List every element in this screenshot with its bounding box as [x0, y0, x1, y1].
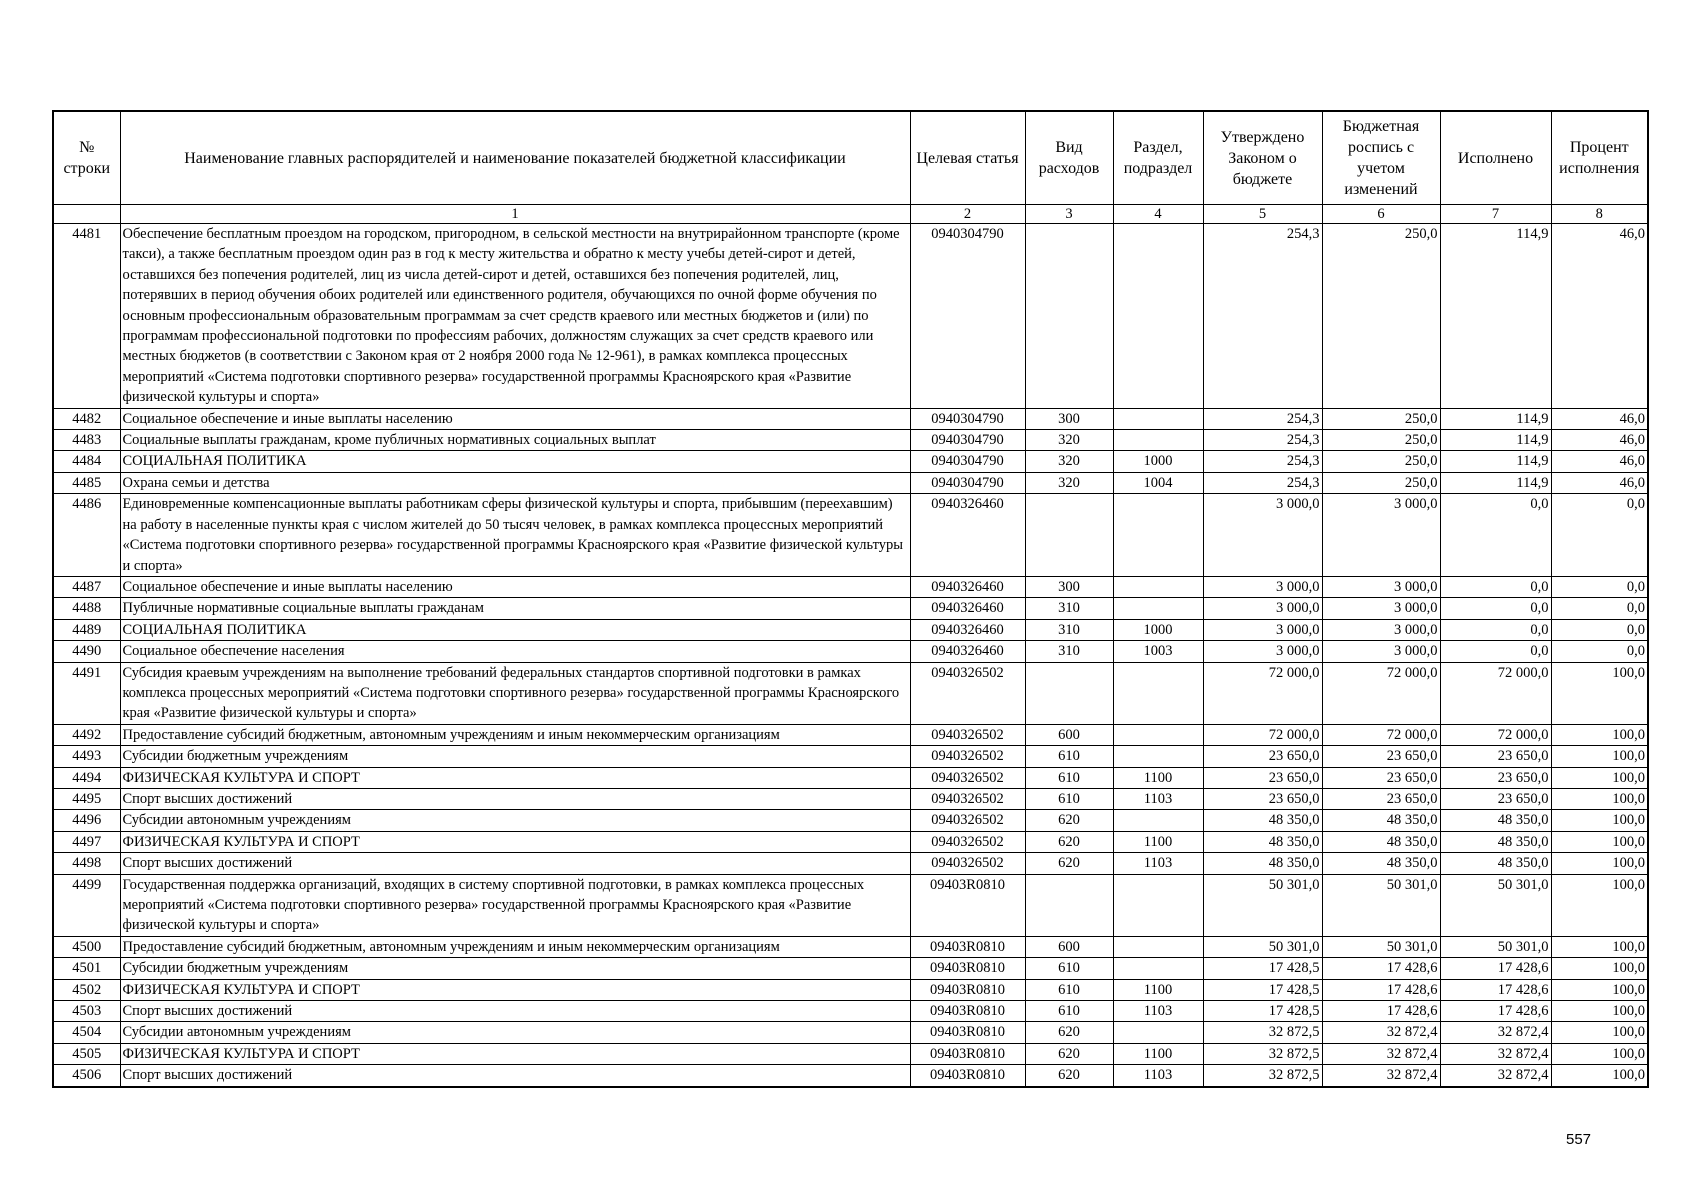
column-number: 3: [1025, 205, 1113, 224]
execution-percent: 46,0: [1551, 430, 1648, 451]
row-name: СОЦИАЛЬНАЯ ПОЛИТИКА: [120, 619, 910, 640]
section-code: 1000: [1113, 619, 1203, 640]
execution-percent: 100,0: [1551, 874, 1648, 936]
column-number: 8: [1551, 205, 1648, 224]
column-number: 5: [1203, 205, 1322, 224]
row-name: Спорт высших достижений: [120, 788, 910, 809]
schedule-amount: 23 650,0: [1322, 788, 1440, 809]
target-article: 0940304790: [910, 224, 1025, 409]
header-approved: Утверждено Законом о бюджете: [1203, 111, 1322, 205]
schedule-amount: 50 301,0: [1322, 874, 1440, 936]
executed-amount: 72 000,0: [1440, 662, 1551, 724]
executed-amount: 0,0: [1440, 641, 1551, 662]
target-article: 0940326460: [910, 494, 1025, 577]
execution-percent: 100,0: [1551, 746, 1648, 767]
row-number: 4506: [53, 1065, 120, 1087]
schedule-amount: 17 428,6: [1322, 979, 1440, 1000]
row-name: Социальное обеспечение и иные выплаты населению: [120, 408, 910, 429]
row-name: Субсидии бюджетным учреждениям: [120, 746, 910, 767]
table-row: [53, 979, 1648, 1000]
row-name: СОЦИАЛЬНАЯ ПОЛИТИКА: [120, 451, 910, 472]
row-name: Субсидии автономным учреждениям: [120, 1022, 910, 1043]
executed-amount: 114,9: [1440, 224, 1551, 409]
expense-kind: 610: [1025, 788, 1113, 809]
target-article: 09403R0810: [910, 958, 1025, 979]
target-article: 0940304790: [910, 430, 1025, 451]
executed-amount: 32 872,4: [1440, 1022, 1551, 1043]
row-name: ФИЗИЧЕСКАЯ КУЛЬТУРА И СПОРТ: [120, 1043, 910, 1064]
execution-percent: 100,0: [1551, 831, 1648, 852]
table-row: [53, 619, 1648, 640]
column-number: 2: [910, 205, 1025, 224]
approved-amount: 32 872,5: [1203, 1022, 1322, 1043]
execution-percent: 46,0: [1551, 224, 1648, 409]
expense-kind: 310: [1025, 619, 1113, 640]
executed-amount: 23 650,0: [1440, 788, 1551, 809]
row-number: 4501: [53, 958, 120, 979]
section-code: [1113, 408, 1203, 429]
schedule-amount: 17 428,6: [1322, 1001, 1440, 1022]
header-percent: Процент исполнения: [1551, 111, 1648, 205]
execution-percent: 100,0: [1551, 788, 1648, 809]
approved-amount: 48 350,0: [1203, 853, 1322, 874]
section-code: 1004: [1113, 472, 1203, 493]
row-number: 4496: [53, 810, 120, 831]
row-number: 4491: [53, 662, 120, 724]
execution-percent: 0,0: [1551, 641, 1648, 662]
approved-amount: 3 000,0: [1203, 619, 1322, 640]
section-code: [1113, 746, 1203, 767]
expense-kind: 620: [1025, 853, 1113, 874]
header-budget-schedule: Бюджетная роспись с учетом изменений: [1322, 111, 1440, 205]
target-article: 09403R0810: [910, 1001, 1025, 1022]
row-name: Предоставление субсидий бюджетным, автономным учреждениям и иным некоммерческим организациям: [120, 724, 910, 745]
column-number: 1: [120, 205, 910, 224]
schedule-amount: 32 872,4: [1322, 1065, 1440, 1087]
row-number: 4498: [53, 853, 120, 874]
table-row: [53, 430, 1648, 451]
row-number: 4488: [53, 598, 120, 619]
row-number: 4494: [53, 767, 120, 788]
row-number: 4503: [53, 1001, 120, 1022]
schedule-amount: 23 650,0: [1322, 746, 1440, 767]
expense-kind: 620: [1025, 1065, 1113, 1087]
execution-percent: 100,0: [1551, 1022, 1648, 1043]
section-code: [1113, 224, 1203, 409]
section-code: 1103: [1113, 1065, 1203, 1087]
approved-amount: 72 000,0: [1203, 662, 1322, 724]
column-number-row: [53, 205, 1648, 224]
row-number: 4499: [53, 874, 120, 936]
section-code: [1113, 598, 1203, 619]
table-row: [53, 936, 1648, 957]
execution-percent: 100,0: [1551, 936, 1648, 957]
header-target-article: Целевая статья: [910, 111, 1025, 205]
table-row: [53, 494, 1648, 577]
executed-amount: 72 000,0: [1440, 724, 1551, 745]
approved-amount: 32 872,5: [1203, 1043, 1322, 1064]
row-name: ФИЗИЧЕСКАЯ КУЛЬТУРА И СПОРТ: [120, 767, 910, 788]
row-name: Предоставление субсидий бюджетным, автономным учреждениям и иным некоммерческим организациям: [120, 936, 910, 957]
column-number: 6: [1322, 205, 1440, 224]
approved-amount: 32 872,5: [1203, 1065, 1322, 1087]
section-code: [1113, 662, 1203, 724]
execution-percent: 0,0: [1551, 576, 1648, 597]
section-code: [1113, 576, 1203, 597]
column-number: [53, 205, 120, 224]
row-name: Спорт высших достижений: [120, 1001, 910, 1022]
target-article: 0940326502: [910, 788, 1025, 809]
row-number: 4483: [53, 430, 120, 451]
section-code: 1100: [1113, 831, 1203, 852]
schedule-amount: 72 000,0: [1322, 724, 1440, 745]
header-row-no: № строки: [53, 111, 120, 205]
section-code: 1100: [1113, 979, 1203, 1000]
target-article: 0940304790: [910, 408, 1025, 429]
execution-percent: 100,0: [1551, 979, 1648, 1000]
expense-kind: 310: [1025, 598, 1113, 619]
table-row: [53, 408, 1648, 429]
executed-amount: 0,0: [1440, 494, 1551, 577]
table-body: [53, 224, 1648, 1087]
header-expense-kind: Вид расходов: [1025, 111, 1113, 205]
table-row: [53, 451, 1648, 472]
expense-kind: 620: [1025, 810, 1113, 831]
schedule-amount: 72 000,0: [1322, 662, 1440, 724]
target-article: 0940326502: [910, 831, 1025, 852]
table-row: [53, 1001, 1648, 1022]
table-row: [53, 1022, 1648, 1043]
expense-kind: 620: [1025, 1043, 1113, 1064]
row-number: 4489: [53, 619, 120, 640]
row-number: 4502: [53, 979, 120, 1000]
row-name: Субсидии бюджетным учреждениям: [120, 958, 910, 979]
target-article: 09403R0810: [910, 1022, 1025, 1043]
expense-kind: [1025, 224, 1113, 409]
approved-amount: 48 350,0: [1203, 831, 1322, 852]
approved-amount: 17 428,5: [1203, 979, 1322, 1000]
header-name: Наименование главных распорядителей и наименование показателей бюджетной классификации: [120, 111, 910, 205]
execution-percent: 0,0: [1551, 619, 1648, 640]
header-executed: Исполнено: [1440, 111, 1551, 205]
execution-percent: 100,0: [1551, 662, 1648, 724]
row-name: Спорт высших достижений: [120, 853, 910, 874]
approved-amount: 50 301,0: [1203, 874, 1322, 936]
schedule-amount: 3 000,0: [1322, 598, 1440, 619]
row-name: Государственная поддержка организаций, входящих в систему спортивной подготовки, в рамках комплекса процессных мероприятий «Система подготовки спортивного резерва» государственной программы Красноярского края «Развитие физической культуры и спорта»: [120, 874, 910, 936]
executed-amount: 0,0: [1440, 576, 1551, 597]
section-code: [1113, 874, 1203, 936]
table-row: [53, 788, 1648, 809]
executed-amount: 48 350,0: [1440, 853, 1551, 874]
execution-percent: 0,0: [1551, 494, 1648, 577]
expense-kind: 610: [1025, 1001, 1113, 1022]
column-number: 4: [1113, 205, 1203, 224]
section-code: 1000: [1113, 451, 1203, 472]
expense-kind: 300: [1025, 408, 1113, 429]
approved-amount: 3 000,0: [1203, 494, 1322, 577]
expense-kind: [1025, 494, 1113, 577]
execution-percent: 100,0: [1551, 853, 1648, 874]
executed-amount: 48 350,0: [1440, 831, 1551, 852]
target-article: 0940326502: [910, 724, 1025, 745]
section-code: 1103: [1113, 788, 1203, 809]
column-number: 7: [1440, 205, 1551, 224]
schedule-amount: 3 000,0: [1322, 641, 1440, 662]
section-code: [1113, 430, 1203, 451]
target-article: 09403R0810: [910, 1043, 1025, 1064]
row-number: 4495: [53, 788, 120, 809]
section-code: [1113, 1022, 1203, 1043]
section-code: 1103: [1113, 853, 1203, 874]
target-article: 09403R0810: [910, 936, 1025, 957]
approved-amount: 17 428,5: [1203, 958, 1322, 979]
executed-amount: 32 872,4: [1440, 1065, 1551, 1087]
schedule-amount: 3 000,0: [1322, 576, 1440, 597]
expense-kind: 300: [1025, 576, 1113, 597]
execution-percent: 46,0: [1551, 472, 1648, 493]
schedule-amount: 250,0: [1322, 451, 1440, 472]
schedule-amount: 3 000,0: [1322, 494, 1440, 577]
table-row: [53, 662, 1648, 724]
execution-percent: 46,0: [1551, 451, 1648, 472]
approved-amount: 50 301,0: [1203, 936, 1322, 957]
executed-amount: 17 428,6: [1440, 958, 1551, 979]
schedule-amount: 48 350,0: [1322, 810, 1440, 831]
execution-percent: 0,0: [1551, 598, 1648, 619]
row-name: ФИЗИЧЕСКАЯ КУЛЬТУРА И СПОРТ: [120, 979, 910, 1000]
row-number: 4485: [53, 472, 120, 493]
table-row: [53, 767, 1648, 788]
row-number: 4500: [53, 936, 120, 957]
target-article: 0940326460: [910, 619, 1025, 640]
approved-amount: 3 000,0: [1203, 641, 1322, 662]
schedule-amount: 3 000,0: [1322, 619, 1440, 640]
row-name: Обеспечение бесплатным проездом на городском, пригородном, в сельской местности на внутрирайонном транспорте (кроме такси), а также бесплатным проездом один раз в год к месту жительства и обратно к месту учебы детей-сирот и детей, оставшихся без попечения родителей, лиц из числа детей-сирот и детей, оставшихся без попечения родителей, лиц, потерявших в период обучения обоих родителей или единственного родителя, обучающихся по очной форме обучения по основным профессиональным образовательным программам за счет средств краевого или местных бюджетов и (или) по программам профессиональной подготовки по профессиям рабочих, должностям служащих за счет средств краевого или местных бюджетов (в соответствии с Законом края от 2 ноября 2000 года № 12-961), в рамках комплекса процессных мероприятий «Система подготовки спортивного резерва» государственной программы Красноярского края «Развитие физической культуры и спорта»: [120, 224, 910, 409]
section-code: 1003: [1113, 641, 1203, 662]
section-code: 1100: [1113, 1043, 1203, 1064]
row-name: Субсидия краевым учреждениям на выполнение требований федеральных стандартов спортивной подготовки в рамках комплекса процессных мероприятий «Система подготовки спортивного резерва» государственной программы Красноярского края «Развитие физической культуры и спорта»: [120, 662, 910, 724]
table-row: [53, 472, 1648, 493]
execution-percent: 100,0: [1551, 1001, 1648, 1022]
executed-amount: 114,9: [1440, 472, 1551, 493]
section-code: 1103: [1113, 1001, 1203, 1022]
row-number: 4481: [53, 224, 120, 409]
approved-amount: 3 000,0: [1203, 576, 1322, 597]
row-number: 4493: [53, 746, 120, 767]
executed-amount: 0,0: [1440, 598, 1551, 619]
approved-amount: 23 650,0: [1203, 788, 1322, 809]
target-article: 0940326460: [910, 576, 1025, 597]
executed-amount: 114,9: [1440, 408, 1551, 429]
execution-percent: 100,0: [1551, 724, 1648, 745]
page-number: 557: [1566, 1131, 1592, 1148]
schedule-amount: 17 428,6: [1322, 958, 1440, 979]
executed-amount: 114,9: [1440, 430, 1551, 451]
section-code: [1113, 810, 1203, 831]
row-number: 4505: [53, 1043, 120, 1064]
row-number: 4492: [53, 724, 120, 745]
expense-kind: 600: [1025, 936, 1113, 957]
execution-percent: 100,0: [1551, 1065, 1648, 1087]
row-number: 4484: [53, 451, 120, 472]
executed-amount: 0,0: [1440, 619, 1551, 640]
approved-amount: 254,3: [1203, 224, 1322, 409]
table-row: [53, 224, 1648, 409]
row-name: Социальное обеспечение и иные выплаты населению: [120, 576, 910, 597]
approved-amount: 23 650,0: [1203, 767, 1322, 788]
header-section: Раздел, подраздел: [1113, 111, 1203, 205]
target-article: 0940326502: [910, 810, 1025, 831]
executed-amount: 23 650,0: [1440, 746, 1551, 767]
approved-amount: 254,3: [1203, 408, 1322, 429]
schedule-amount: 250,0: [1322, 472, 1440, 493]
section-code: [1113, 958, 1203, 979]
table-header: [53, 111, 1648, 224]
table-row: [53, 1065, 1648, 1087]
executed-amount: 23 650,0: [1440, 767, 1551, 788]
row-number: 4482: [53, 408, 120, 429]
table-row: [53, 576, 1648, 597]
expense-kind: 610: [1025, 979, 1113, 1000]
execution-percent: 100,0: [1551, 1043, 1648, 1064]
row-name: ФИЗИЧЕСКАЯ КУЛЬТУРА И СПОРТ: [120, 831, 910, 852]
approved-amount: 48 350,0: [1203, 810, 1322, 831]
target-article: 09403R0810: [910, 979, 1025, 1000]
execution-percent: 100,0: [1551, 958, 1648, 979]
target-article: 09403R0810: [910, 874, 1025, 936]
section-code: [1113, 494, 1203, 577]
table-row: [53, 1043, 1648, 1064]
execution-percent: 100,0: [1551, 810, 1648, 831]
target-article: 0940304790: [910, 451, 1025, 472]
approved-amount: 17 428,5: [1203, 1001, 1322, 1022]
executed-amount: 17 428,6: [1440, 1001, 1551, 1022]
approved-amount: 254,3: [1203, 451, 1322, 472]
executed-amount: 48 350,0: [1440, 810, 1551, 831]
table-row: [53, 831, 1648, 852]
budget-table: [52, 110, 1649, 1088]
expense-kind: [1025, 874, 1113, 936]
row-name: Охрана семьи и детства: [120, 472, 910, 493]
table-row: [53, 746, 1648, 767]
expense-kind: 320: [1025, 472, 1113, 493]
executed-amount: 114,9: [1440, 451, 1551, 472]
expense-kind: 620: [1025, 1022, 1113, 1043]
execution-percent: 100,0: [1551, 767, 1648, 788]
expense-kind: 610: [1025, 746, 1113, 767]
expense-kind: 600: [1025, 724, 1113, 745]
approved-amount: 254,3: [1203, 430, 1322, 451]
expense-kind: 620: [1025, 831, 1113, 852]
target-article: 0940326502: [910, 746, 1025, 767]
expense-kind: 610: [1025, 767, 1113, 788]
target-article: 09403R0810: [910, 1065, 1025, 1087]
executed-amount: 50 301,0: [1440, 874, 1551, 936]
table-row: [53, 724, 1648, 745]
target-article: 0940304790: [910, 472, 1025, 493]
target-article: 0940326460: [910, 598, 1025, 619]
section-code: [1113, 724, 1203, 745]
approved-amount: 254,3: [1203, 472, 1322, 493]
section-code: 1100: [1113, 767, 1203, 788]
row-number: 4497: [53, 831, 120, 852]
row-number: 4490: [53, 641, 120, 662]
expense-kind: 610: [1025, 958, 1113, 979]
row-name: Единовременные компенсационные выплаты работникам сферы физической культуры и спорта, прибывшим (переехавшим) на работу в населенные пункты края с числом жителей до 50 тысяч человек, в рамках комплекса процессных мероприятий «Система подготовки спортивного резерва» государственной программы Красноярского края «Развитие физической культуры и спорта»: [120, 494, 910, 577]
target-article: 0940326502: [910, 853, 1025, 874]
table-row: [53, 810, 1648, 831]
table-row: [53, 598, 1648, 619]
executed-amount: 17 428,6: [1440, 979, 1551, 1000]
row-number: 4504: [53, 1022, 120, 1043]
row-name: Публичные нормативные социальные выплаты гражданам: [120, 598, 910, 619]
schedule-amount: 32 872,4: [1322, 1022, 1440, 1043]
schedule-amount: 250,0: [1322, 224, 1440, 409]
expense-kind: 310: [1025, 641, 1113, 662]
target-article: 0940326460: [910, 641, 1025, 662]
row-name: Социальное обеспечение населения: [120, 641, 910, 662]
schedule-amount: 50 301,0: [1322, 936, 1440, 957]
approved-amount: 72 000,0: [1203, 724, 1322, 745]
row-number: 4487: [53, 576, 120, 597]
approved-amount: 3 000,0: [1203, 598, 1322, 619]
target-article: 0940326502: [910, 662, 1025, 724]
table-row: [53, 853, 1648, 874]
approved-amount: 23 650,0: [1203, 746, 1322, 767]
table-row: [53, 641, 1648, 662]
expense-kind: 320: [1025, 451, 1113, 472]
schedule-amount: 23 650,0: [1322, 767, 1440, 788]
executed-amount: 50 301,0: [1440, 936, 1551, 957]
expense-kind: [1025, 662, 1113, 724]
execution-percent: 46,0: [1551, 408, 1648, 429]
schedule-amount: 250,0: [1322, 430, 1440, 451]
table-row: [53, 958, 1648, 979]
schedule-amount: 48 350,0: [1322, 831, 1440, 852]
target-article: 0940326502: [910, 767, 1025, 788]
schedule-amount: 250,0: [1322, 408, 1440, 429]
section-code: [1113, 936, 1203, 957]
expense-kind: 320: [1025, 430, 1113, 451]
schedule-amount: 48 350,0: [1322, 853, 1440, 874]
table-row: [53, 874, 1648, 936]
schedule-amount: 32 872,4: [1322, 1043, 1440, 1064]
row-name: Субсидии автономным учреждениям: [120, 810, 910, 831]
row-number: 4486: [53, 494, 120, 577]
row-name: Социальные выплаты гражданам, кроме публичных нормативных социальных выплат: [120, 430, 910, 451]
executed-amount: 32 872,4: [1440, 1043, 1551, 1064]
row-name: Спорт высших достижений: [120, 1065, 910, 1087]
